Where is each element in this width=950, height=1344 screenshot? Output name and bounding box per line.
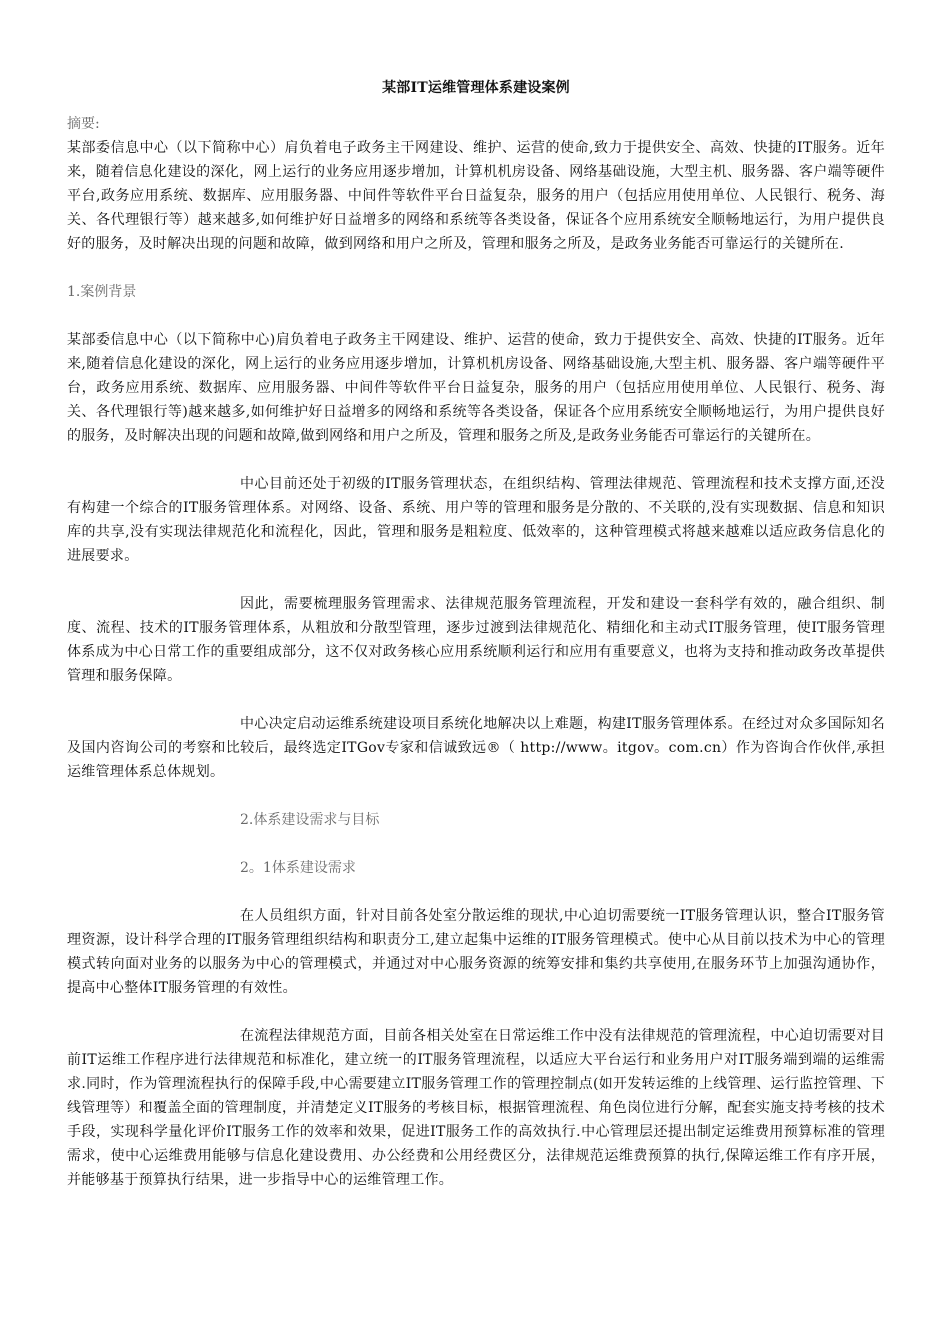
spacer [67,256,885,280]
document-page [67,78,885,1192]
abstract-label: 摘要: [67,116,100,132]
document-title: 某部IT运维管理体系建设案例 [382,80,570,96]
section-1-heading: 1.案例背景 [67,284,137,300]
section-2-heading: 2.体系建设需求与目标 [240,812,380,828]
section-1-paragraph-1: 某部委信息中心（以下简称中心)肩负着电子政务主干网建设、维护、运营的使命，致力于提供安全、高效、快捷的IT服务。近年来,随着信息化建设的深化，网上运行的业务应用逐步增加，计算机机房设备、网络基础设施,大型主机、服务器、客户端等硬件平台，政务应用系统、数据库、应用服务器、中间件等软件平台日益复杂，服务的用户（包括应用使用单位、人民银行、税务、海关、各代理银行等)越来越多,如何维护好日益增多的网络和系统等各类设备，保证各个应用系统安全顺畅地运行，为用户提供良好的服务，及时解决出现的问题和故障,做到网络和用户之所及，管理和服务之所及,是政务业务能否可靠运行的关键所在。 [67,332,885,444]
spacer [67,304,885,328]
spacer [67,688,885,712]
section-2-1-paragraph-1: 在人员组织方面，针对目前各处室分散运维的现状,中心迫切需要统一IT服务管理认识，整合IT服务管理资源，设计科学合理的IT服务管理组织结构和职责分工,建立起集中运维的IT服务管理模式。使中心从目前以技术为中心的管理模式转向面对业务的以服务为中心的管理模式，并通过对中心服务资源的统筹安排和集约共享使用,在服务环节上加强沟通协作，提高中心整体IT服务管理的有效性。 [67,908,885,996]
section-1-paragraph-3: 因此，需要梳理服务管理需求、法律规范服务管理流程，开发和建设一套科学有效的，融合组织、制度、流程、技术的IT服务管理体系，从粗放和分散型管理，逐步过渡到法律规范化、精细化和主动式IT服务管理，使IT服务管理体系成为中心日常工作的重要组成部分，这不仅对政务核心应用系统顺利运行和应用有重要意义，也将为支持和推动政务改革提供管理和服务保障。 [67,596,885,684]
section-1-paragraph-2: 中心目前还处于初级的IT服务管理状态，在组织结构、管理法律规范、管理流程和技术支撑方面,还没有构建一个综合的IT服务管理体系。对网络、设备、系统、用户等的管理和服务是分散的、不关联的,没有实现数据、信息和知识库的共享,没有实现法律规范化和流程化，因此，管理和服务是粗粒度、低效率的，这种管理模式将越来越难以适应政务信息化的进展要求。 [67,476,885,564]
section-2-1-paragraph-2: 在流程法律规范方面，目前各相关处室在日常运维工作中没有法律规范的管理流程，中心迫切需要对目前IT运维工作程序进行法律规范和标准化，建立统一的IT服务管理流程，以适应大平台运行和业务用户对IT服务端到端的运维需求.同时，作为管理流程执行的保障手段,中心需要建立IT服务管理工作的管理控制点(如开发转运维的上线管理、运行监控管理、下线管理等）和覆盖全面的管理制度，并清楚定义IT服务的考核目标，根据管理流程、角色岗位进行分解，配套实施支持考核的技术手段，实现科学量化评价IT服务工作的效率和效果，促进IT服务工作的高效执行.中心管理层还提出制定运维费用预算标准的管理需求，使中心运维费用能够与信息化建设费用、办公经费和公用经费区分，法律规范运维费预算的执行,保障运维工作有序开展，并能够基于预算执行结果，进一步指导中心的运维管理工作。 [67,1028,885,1188]
section-2-1-heading: 2。1体系建设需求 [240,860,356,876]
abstract-paragraph: 某部委信息中心（以下简称中心）肩负着电子政务主干网建设、维护、运营的使命,致力于提供安全、高效、快捷的IT服务。近年来，随着信息化建设的深化，网上运行的业务应用逐步增加，计算机机房设备、网络基础设施，大型主机、服务器、客户端等硬件平台,政务应用系统、数据库、应用服务器、中间件等软件平台日益复杂，服务的用户（包括应用使用单位、人民银行、税务、海关、各代理银行等）越来越多,如何维护好日益增多的网络和系统等各类设备，保证各个应用系统安全顺畅地运行，为用户提供良好的服务，及时解决出现的问题和故障，做到网络和用户之所及，管理和服务之所及，是政务业务能否可靠运行的关键所在. [67,140,885,252]
spacer [67,448,885,472]
spacer [67,832,885,856]
spacer [67,784,885,808]
spacer [67,880,885,904]
section-1-paragraph-4: 中心决定启动运维系统建设项目系统化地解决以上难题，构建IT服务管理体系。在经过对众多国际知名及国内咨询公司的考察和比较后，最终选定ITGov专家和信诚致远®（ http://www。itgov。com.cn）作为咨询合作伙伴,承担运维管理体系总体规划。 [67,716,885,780]
spacer [67,1000,885,1024]
spacer [67,568,885,592]
